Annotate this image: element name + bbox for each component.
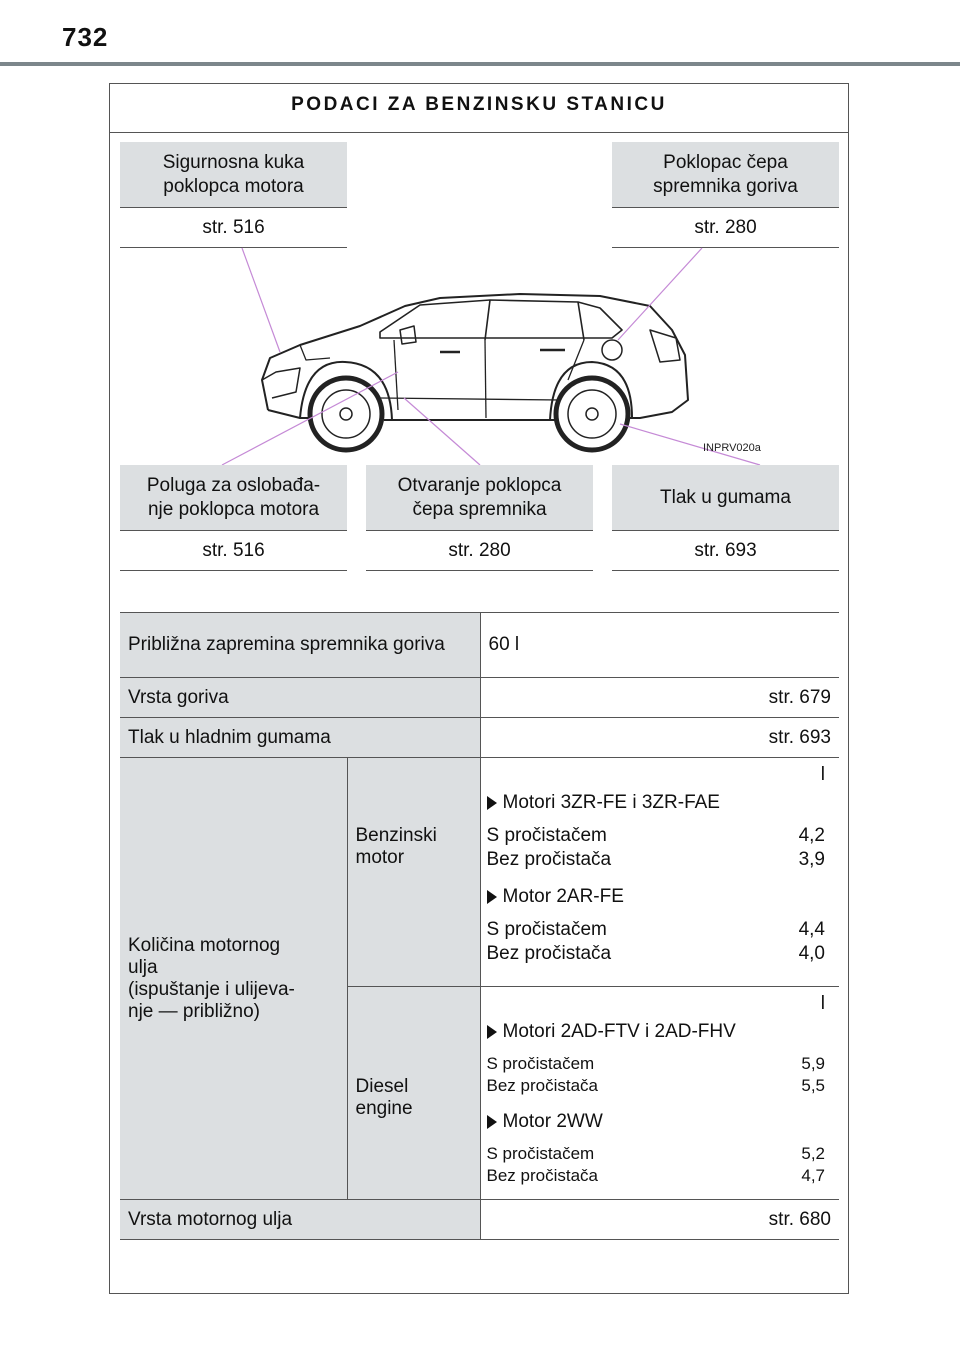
image-code: INPRV020a [703, 442, 761, 454]
triangle-bullet-icon [487, 796, 497, 810]
label-line: čepa spremnika [412, 498, 547, 520]
table-row [120, 678, 839, 718]
fuel-type-value[interactable]: str. 679 [480, 678, 839, 718]
diesel-engine-label [347, 987, 480, 1200]
value-pair [487, 848, 826, 872]
label-line: motor [355, 847, 405, 868]
label-line: spremnika goriva [653, 175, 798, 197]
with-filter-value: 4,2 [798, 825, 825, 846]
with-filter-label: S pročistačem [486, 1054, 595, 1073]
without-filter-value: 4,0 [798, 943, 825, 964]
label-line: Diesel [355, 1076, 409, 1097]
with-filter-value: 5,9 [801, 1054, 825, 1073]
value-pair [487, 1143, 826, 1165]
without-filter-value: 3,9 [798, 849, 825, 870]
triangle-bullet-icon [487, 1115, 497, 1129]
label-line: poklopca motora [163, 175, 304, 197]
engine-heading [487, 886, 826, 908]
with-filter-value: 4,4 [798, 919, 825, 940]
engine-name: Motori 2AD-FTV i 2AD-FHV [502, 1021, 736, 1042]
label-line: Sigurnosna kuka [162, 151, 305, 173]
diesel-oil-values [480, 987, 839, 1200]
page-ref-fuel-cap-opener[interactable]: str. 280 [366, 531, 593, 571]
label-hood-release-lever [120, 465, 347, 531]
triangle-bullet-icon [487, 890, 497, 904]
table-row [120, 613, 839, 678]
engine-name: Motor 2WW [502, 1111, 603, 1132]
engine-heading [487, 792, 826, 814]
value-pair [487, 1053, 826, 1075]
without-filter-value: 4,7 [801, 1166, 825, 1185]
page-number: 732 [62, 22, 109, 52]
label-line: Količina motornog [128, 934, 281, 956]
without-filter-value: 5,5 [801, 1076, 825, 1095]
engine-name: Motor 2AR-FE [502, 886, 624, 907]
unit-label: l [820, 764, 825, 785]
engine-name: Motori 3ZR-FE i 3ZR-FAE [502, 792, 720, 813]
with-filter-label: S pročistačem [486, 919, 607, 940]
label-line: Poklopac čepa [663, 151, 788, 173]
with-filter-value: 5,2 [801, 1144, 825, 1163]
label-line: Benzinski [355, 825, 437, 846]
label-line: Poluga za oslobađa- [146, 474, 321, 496]
label-line: engine [355, 1098, 413, 1119]
table-row [120, 718, 839, 758]
fuel-type-label: Vrsta goriva [120, 678, 480, 718]
table-row [120, 1200, 839, 1240]
page-ref-tire-pressure[interactable]: str. 693 [612, 531, 839, 571]
label-line: Otvaranje poklopca [397, 474, 562, 496]
section-title: PODACI ZA BENZINSKU STANICU [110, 84, 848, 133]
tank-capacity-value: 60 l [480, 613, 839, 678]
tank-capacity-label: Približna zapremina spremnika goriva [120, 613, 480, 678]
engine-heading [487, 1021, 826, 1043]
gasoline-engine-label [347, 758, 480, 987]
oil-capacity-label [120, 758, 347, 1200]
label-line: nje — približno) [128, 1000, 260, 1022]
engine-heading [487, 1111, 826, 1133]
gasoline-oil-values [480, 758, 839, 987]
without-filter-label: Bez pročistača [486, 943, 612, 964]
engine-group [487, 1021, 826, 1097]
cold-tire-pressure-value[interactable]: str. 693 [480, 718, 839, 758]
engine-group [487, 886, 826, 966]
value-pair [487, 942, 826, 966]
spec-table [120, 612, 839, 1240]
oil-type-label: Vrsta motornog ulja [120, 1200, 480, 1240]
value-pair [487, 1075, 826, 1097]
value-pair [487, 824, 826, 848]
without-filter-label: Bez pročistača [486, 849, 612, 870]
triangle-bullet-icon [487, 1025, 497, 1039]
engine-group [487, 792, 826, 872]
label-line: (ispuštanje i ulijeva- [128, 978, 295, 1000]
with-filter-label: S pročistačem [486, 825, 607, 846]
engine-group [487, 1111, 826, 1187]
oil-type-value[interactable]: str. 680 [480, 1200, 839, 1240]
without-filter-label: Bez pročistača [486, 1076, 598, 1095]
label-fuel-cap-opener [366, 465, 593, 531]
without-filter-label: Bez pročistača [486, 1166, 598, 1185]
label-line: ulja [128, 956, 158, 978]
page-ref-hood-safety-catch[interactable]: str. 516 [120, 208, 347, 248]
label-line: Tlak u gumama [660, 486, 791, 508]
value-pair [487, 918, 826, 942]
label-tire-pressure [612, 465, 839, 531]
page-ref-fuel-cap-door[interactable]: str. 280 [612, 208, 839, 248]
with-filter-label: S pročistačem [486, 1144, 595, 1163]
value-pair [487, 1165, 826, 1187]
unit-label: l [820, 993, 825, 1014]
label-line: nje poklopca motora [147, 498, 320, 520]
table-row [120, 758, 839, 987]
cold-tire-pressure-label: Tlak u hladnim gumama [120, 718, 480, 758]
page-ref-hood-release-lever[interactable]: str. 516 [120, 531, 347, 571]
